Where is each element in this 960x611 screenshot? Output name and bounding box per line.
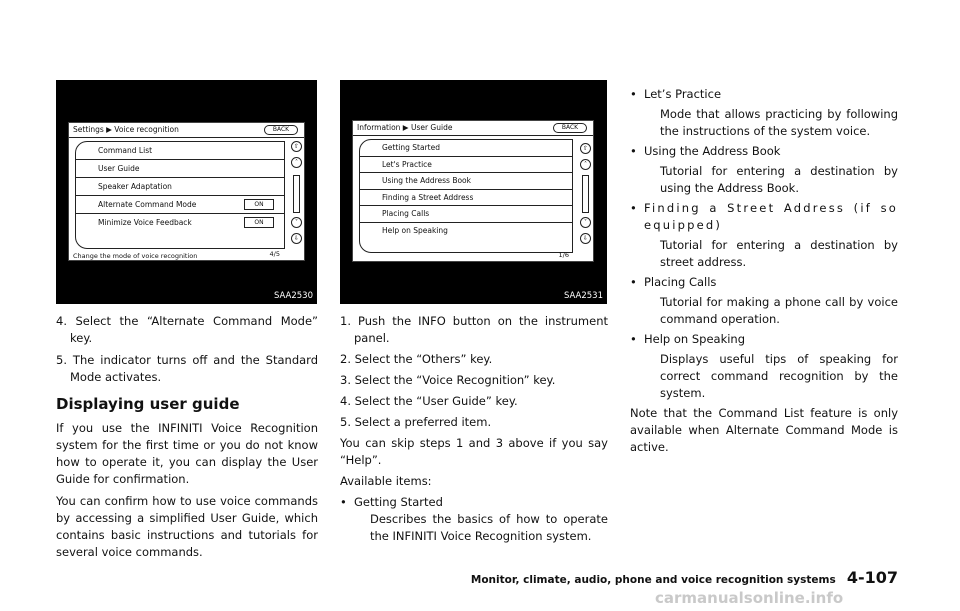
scroll-bottom-icon[interactable]: ⇩	[580, 233, 591, 244]
footer-section-title: Monitor, climate, audio, phone and voice recognition systems	[470, 574, 836, 586]
scrollbar[interactable]	[582, 175, 589, 213]
scroll-down-icon[interactable]: ˅	[580, 217, 591, 228]
page-footer	[471, 568, 898, 587]
screen-display	[352, 120, 594, 262]
menu-item[interactable]: User Guide	[76, 160, 284, 178]
menu-item[interactable]: Alternate Command Mode ON	[76, 196, 284, 214]
list-item-title: • Placing Calls	[630, 274, 898, 291]
list-item-title: • Getting Started	[340, 494, 608, 511]
menu-item[interactable]: Getting Started	[360, 140, 572, 157]
figure-voice-recognition-settings	[56, 80, 317, 304]
section-heading: Displaying user guide	[56, 395, 240, 413]
paragraph: If you use the INFINITI Voice Recognition system for the first time or you do not know how to operate it, you can display the User Guide for confirmation.	[56, 421, 318, 486]
step: 1. Push the INFO button on the instrument panel.	[340, 314, 608, 345]
step-4: 4. Select the “Alternate Command Mode” key.	[56, 314, 318, 345]
step: 4. Select the “User Guide” key.	[340, 394, 518, 408]
menu-list	[359, 139, 573, 253]
menu-item[interactable]: Finding a Street Address	[360, 190, 572, 207]
list-item-title: • Using the Address Book	[630, 143, 898, 160]
screen-header: Settings ▶ Voice recognition	[73, 125, 179, 134]
menu-item[interactable]: Speaker Adaptation	[76, 178, 284, 196]
figure-user-guide	[340, 80, 607, 304]
scroll-top-icon[interactable]: ⇧	[580, 143, 591, 154]
list-item-desc: Tutorial for making a phone call by voice command operation.	[660, 295, 898, 326]
menu-item[interactable]: Using the Address Book	[360, 173, 572, 190]
scroll-bottom-icon[interactable]: ⇩	[291, 233, 302, 244]
list-item-desc: Describes the basics of how to operate the INFINITI Voice Recognition system.	[370, 512, 608, 543]
menu-item[interactable]: Help on Speaking	[382, 225, 448, 235]
watermark: carmanualsonline.info	[655, 589, 844, 607]
menu-list	[75, 141, 285, 249]
scroll-up-icon[interactable]: ˄	[580, 159, 591, 170]
toggle-indicator: ON	[244, 217, 274, 228]
list-item-title: • Finding a Street Address (if so equipped)	[630, 200, 898, 234]
figure-code: SAA2531	[563, 291, 603, 301]
column-3	[630, 86, 898, 456]
page-indicator: 1/6	[558, 251, 569, 259]
figure-code: SAA2530	[273, 291, 313, 301]
column-2	[340, 313, 608, 545]
menu-item[interactable]: Command List	[76, 142, 284, 160]
note-paragraph: Note that the Command List feature is only available when Alternate Command Mode is active.	[630, 406, 898, 454]
back-button[interactable]: BACK	[553, 123, 587, 133]
status-text: Change the mode of voice recognition	[73, 252, 198, 260]
scroll-down-icon[interactable]: ˅	[291, 217, 302, 228]
step-5: 5. The indicator turns off and the Standard Mode activates.	[56, 353, 318, 384]
page-indicator: 4/5	[269, 250, 280, 258]
list-item-desc: Displays useful tips of speaking for correct command recognition by the system.	[660, 352, 898, 400]
screen-display	[68, 122, 305, 261]
menu-item[interactable]: Let's Practice	[360, 157, 572, 174]
paragraph: You can confirm how to use voice commands by accessing a simplified User Guide, which contains basic instructions and tutorials for several voice commands.	[56, 494, 318, 559]
list-item-desc: Tutorial for entering a destination by street address.	[660, 238, 898, 269]
scrollbar[interactable]	[293, 175, 300, 213]
list-item-title: • Help on Speaking	[630, 331, 898, 348]
screen-header: Information ▶ User Guide	[357, 123, 453, 132]
step: 3. Select the “Voice Recognition” key.	[340, 373, 556, 387]
list-item-title: • Let’s Practice	[630, 86, 898, 103]
scroll-top-icon[interactable]: ⇧	[291, 141, 302, 152]
toggle-indicator: ON	[244, 199, 274, 210]
paragraph: You can skip steps 1 and 3 above if you say “Help”.	[340, 436, 608, 467]
list-item-desc: Tutorial for entering a destination by using the Address Book.	[660, 164, 898, 195]
step: 2. Select the “Others” key.	[340, 352, 493, 366]
column-1	[56, 313, 318, 561]
page-number: 4-107	[846, 568, 898, 587]
menu-item[interactable]: Placing Calls	[360, 206, 572, 223]
scroll-up-icon[interactable]: ˄	[291, 157, 302, 168]
list-item-desc: Mode that allows practicing by following the instructions of the system voice.	[660, 107, 898, 138]
available-items-label: Available items:	[340, 474, 432, 488]
menu-item[interactable]: Minimize Voice Feedback ON	[76, 214, 284, 232]
back-button[interactable]: BACK	[264, 125, 298, 135]
step: 5. Select a preferred item.	[340, 415, 492, 429]
